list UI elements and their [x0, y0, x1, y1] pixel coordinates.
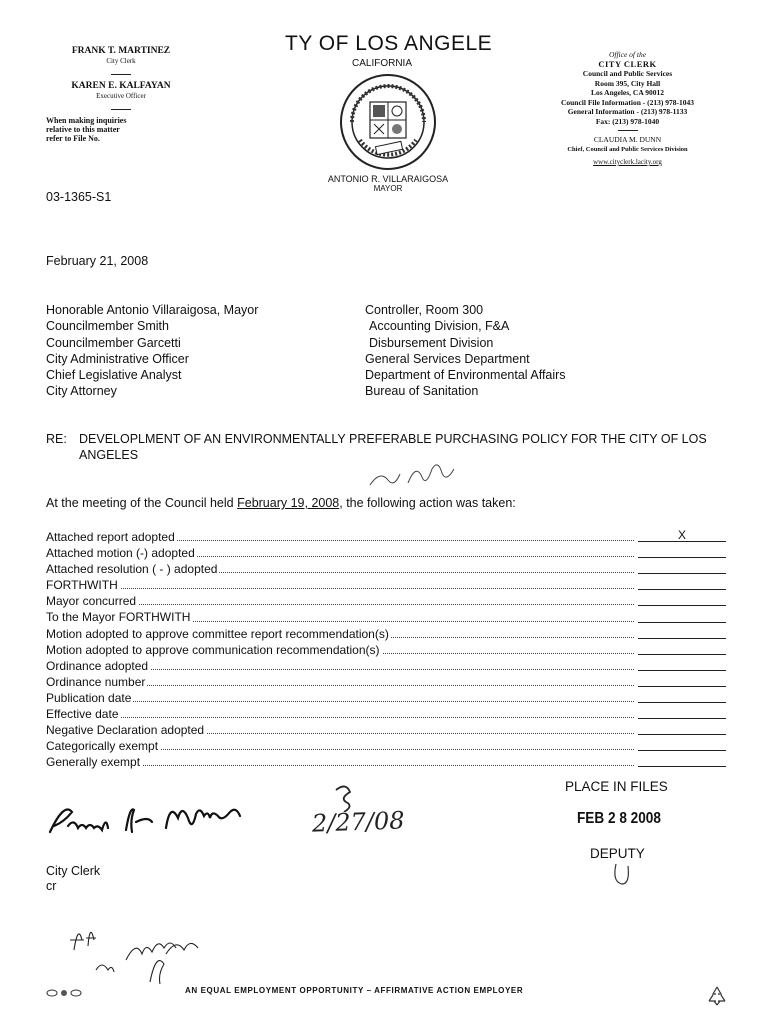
action-row: Attached report adopted X [46, 529, 726, 545]
divider [111, 109, 131, 110]
action-mark [638, 718, 726, 719]
action-row: Ordinance adopted [46, 658, 726, 674]
action-mark [638, 605, 726, 606]
signature-block [46, 864, 100, 894]
address-line: Los Angeles, CA 90012 [591, 88, 664, 97]
action-row: Mayor concurred [46, 593, 726, 609]
recipient: Honorable Antonio Villaraigosa, Mayor [46, 303, 259, 317]
recipient: Bureau of Sanitation [365, 384, 479, 399]
action-mark [638, 670, 726, 671]
action-mark [638, 702, 726, 703]
subject-label: RE: [46, 432, 67, 446]
website-link[interactable]: www.cityclerk.lacity.org [593, 158, 662, 166]
phone-line: Council File Information - (213) 978-1043 [560, 97, 695, 107]
action-mark [638, 766, 726, 767]
meeting-sentence [46, 496, 516, 510]
address-line: Room 395, City Hall [594, 78, 661, 88]
recipient: Councilmember Garcetti [46, 335, 181, 350]
action-mark [638, 750, 726, 751]
clerk-title: City Clerk [106, 57, 136, 65]
recipient: City Attorney [46, 384, 117, 399]
recipients-left [46, 302, 258, 400]
office-of: Office of the [608, 50, 647, 59]
header-right-block [520, 50, 735, 168]
meeting-suffix: , the following action was taken: [339, 496, 516, 510]
typist-initials: cr [46, 879, 57, 893]
stamp-date: FEB 2 8 2008 [577, 810, 661, 827]
fax-line: Fax: (213) 978-1040 [595, 116, 660, 126]
action-mark [638, 686, 726, 687]
divider [111, 74, 131, 75]
action-row: Categorically exempt [46, 738, 726, 754]
action-row: FORTHWITH [46, 577, 726, 593]
action-row: Motion adopted to approve communication recommendation(s) [46, 642, 726, 658]
officer-name: KAREN E. KALFAYAN [71, 81, 171, 91]
recipient: Chief Legislative Analyst [46, 368, 182, 383]
mayor-name: ANTONIO R. VILLARAIGOSA [327, 174, 449, 184]
signature-icon [44, 796, 274, 846]
file-number: 03-1365-S1 [46, 190, 112, 204]
mayor-title: MAYOR [373, 184, 403, 193]
action-row: Ordinance number [46, 674, 726, 690]
union-bug-icon [44, 988, 84, 998]
action-mark [638, 622, 726, 623]
recipient: Controller, Room 300 [365, 303, 484, 317]
action-mark [638, 734, 726, 735]
city-seal-icon [338, 72, 438, 172]
office-name: CITY CLERK [598, 58, 657, 69]
action-mark [638, 557, 726, 558]
footer-eeo: AN EQUAL EMPLOYMENT OPPORTUNITY – AFFIRMATIVE ACTION EMPLOYER [185, 986, 524, 995]
chief-name: CLAUDIA M. DUNN [593, 135, 662, 144]
city-title: TY OF LOS ANGELE [285, 32, 493, 55]
letter-date: February 21, 2008 [46, 254, 149, 268]
action-row: Effective date [46, 706, 726, 722]
divider [618, 130, 638, 131]
city-subtitle: CALIFORNIA [352, 58, 413, 69]
action-mark [638, 589, 726, 590]
recipient: City Administrative Officer [46, 351, 189, 366]
action-checklist [46, 529, 726, 770]
action-mark [638, 638, 726, 639]
subject-text: DEVELOPLMENT OF AN ENVIRONMENTALLY PREFERABLE PURCHASING POLICY FOR THE CITY OF LOS ANGELES [79, 432, 707, 462]
recipient: Disbursement Division [369, 335, 494, 350]
recipient: Accounting Division, F&A [369, 319, 510, 334]
officer-title: Executive Officer [96, 92, 146, 100]
recipient: Councilmember Smith [46, 319, 169, 334]
mayor-block [308, 174, 468, 193]
address-line: Council and Public Services [582, 69, 673, 78]
handwritten-initials-icon [360, 455, 470, 495]
action-row: Attached motion (-) adopted [46, 545, 726, 561]
action-row: Motion adopted to approve committee report recommendation(s) [46, 626, 726, 642]
handwritten-mark-icon [330, 782, 360, 812]
stamp-deputy: DEPUTY [590, 846, 645, 861]
action-row: Attached resolution ( - ) adopted [46, 561, 726, 577]
recycle-icon [706, 985, 728, 1007]
meeting-date: February 19, 2008 [237, 496, 340, 510]
action-row: Negative Declaration adopted [46, 722, 726, 738]
stamp-scribble-icon [612, 862, 632, 888]
chief-title: Chief, Council and Public Services Division [567, 145, 688, 153]
action-mark [638, 654, 726, 655]
handwritten-notes-icon [66, 910, 236, 990]
action-mark [638, 573, 726, 574]
recipient: General Services Department [365, 351, 530, 366]
inquiry-note: When making inquiries relative to this matter refer to File No. [46, 116, 127, 143]
header-left-block [46, 46, 196, 143]
action-row: To the Mayor FORTHWITH [46, 609, 726, 625]
meeting-prefix: At the meeting of the Council held [46, 496, 234, 510]
place-in-files-stamp: PLACE IN FILES [565, 779, 668, 794]
recipients-right [365, 302, 566, 400]
recipient: Department of Environmental Affairs [365, 368, 566, 383]
action-row: Publication date [46, 690, 726, 706]
phone-line: General Information - (213) 978-1133 [567, 107, 688, 116]
clerk-name: FRANK T. MARTINEZ [71, 46, 171, 56]
action-mark: X [638, 529, 726, 542]
action-row: Generally exempt [46, 754, 726, 770]
handwritten-date: 2/27/08 [311, 806, 405, 838]
signer-title: City Clerk [46, 864, 101, 878]
